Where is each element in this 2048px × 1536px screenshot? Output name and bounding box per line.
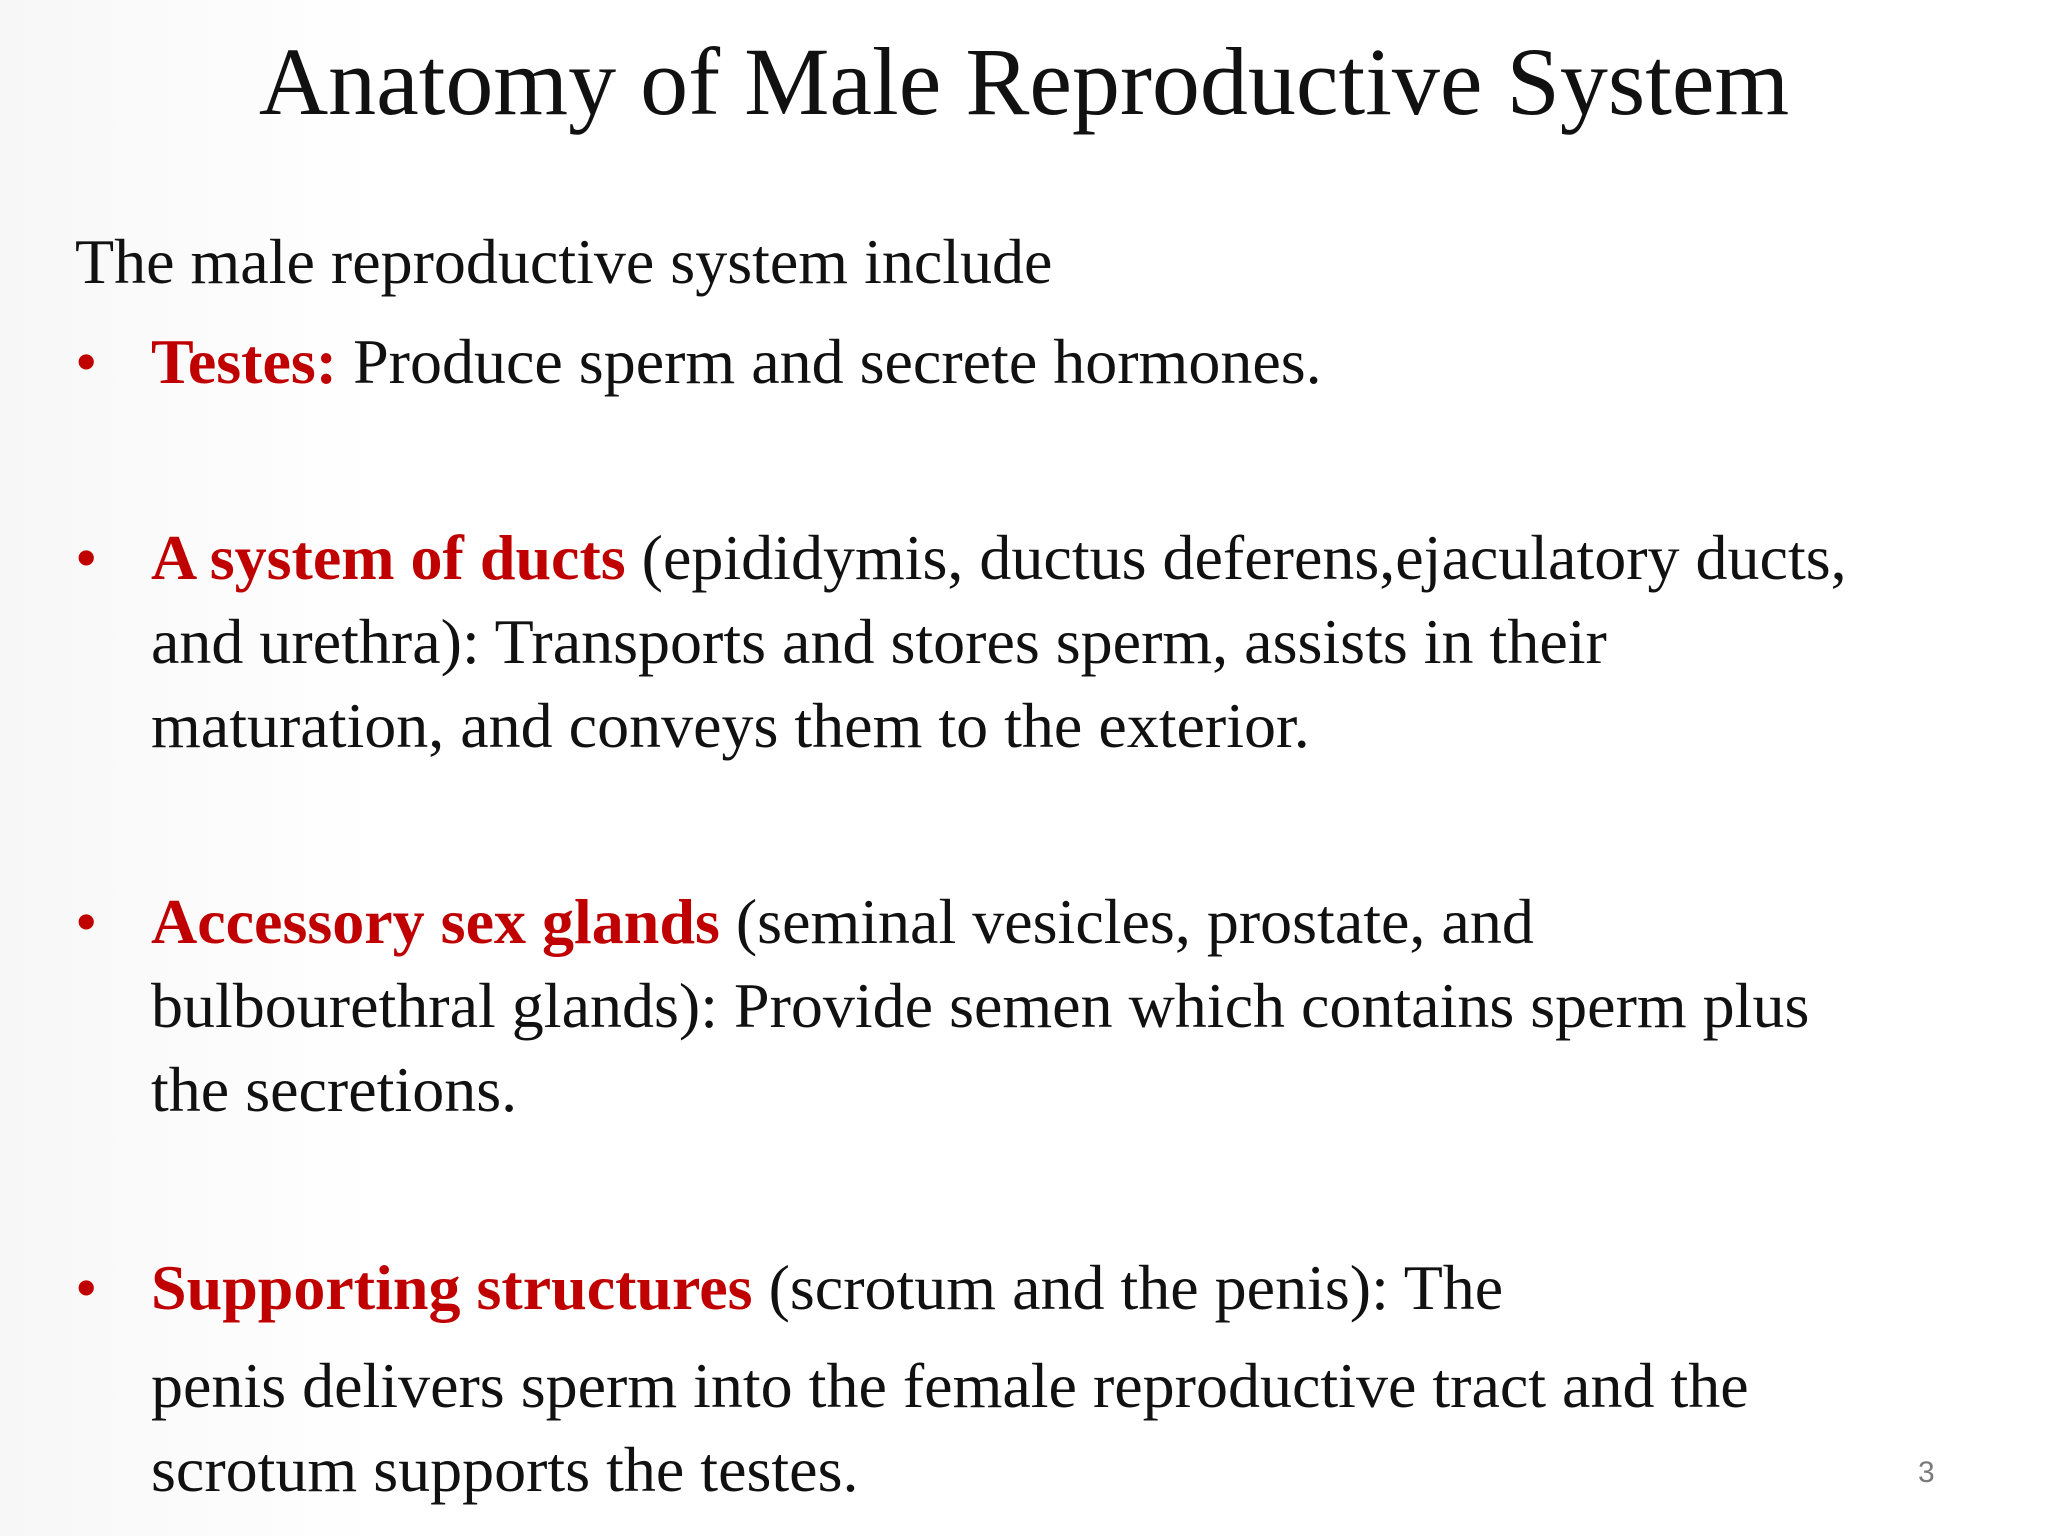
bullet-description: (scrotum and the penis): The xyxy=(752,1252,1504,1323)
intro-text: The male reproductive system include xyxy=(75,226,1053,297)
bullet-dot: • xyxy=(75,326,98,397)
slide-title: Anatomy of Male Reproductive System xyxy=(258,28,1790,135)
bullet-text xyxy=(151,1246,2048,1512)
bullet-line: penis delivers sperm into the female reproductive tract and the xyxy=(151,1350,1749,1421)
bullet-dot: • xyxy=(75,1252,98,1323)
bullet-description: (epididymis, ductus deferens,ejaculatory ducts, xyxy=(625,522,1847,593)
bullet-line xyxy=(151,1246,2048,1330)
bullet-line xyxy=(151,516,2048,600)
bullet-line: bulbourethral glands): Provide semen which contains sperm plus xyxy=(151,970,1810,1041)
bullet-term: Testes: xyxy=(151,326,338,397)
bullet-term: A system of ducts xyxy=(151,522,626,593)
bullet-line xyxy=(151,880,2048,964)
bullet-line: the secretions. xyxy=(151,1054,518,1125)
bullet-description: (seminal vesicles, prostate, and xyxy=(719,886,1534,957)
bullet-line: maturation, and conveys them to the exterior. xyxy=(151,690,1310,761)
bullet-line: and urethra): Transports and stores sperm, assists in their xyxy=(151,606,1607,677)
bullet-dot: • xyxy=(75,522,98,593)
bullet-term: Accessory sex glands xyxy=(151,886,720,957)
bullet-text xyxy=(151,880,2048,1132)
bullet-description: Produce sperm and secrete hormones. xyxy=(337,326,1322,397)
bullet-text xyxy=(151,516,2048,768)
bullet-term: Supporting structures xyxy=(151,1252,753,1323)
bullet-line: scrotum supports the testes. xyxy=(151,1434,859,1505)
page-number: 3 xyxy=(1918,1456,1935,1489)
bullet-text xyxy=(151,320,2048,404)
bullet-line xyxy=(151,320,2048,404)
bullet-dot: • xyxy=(75,886,98,957)
